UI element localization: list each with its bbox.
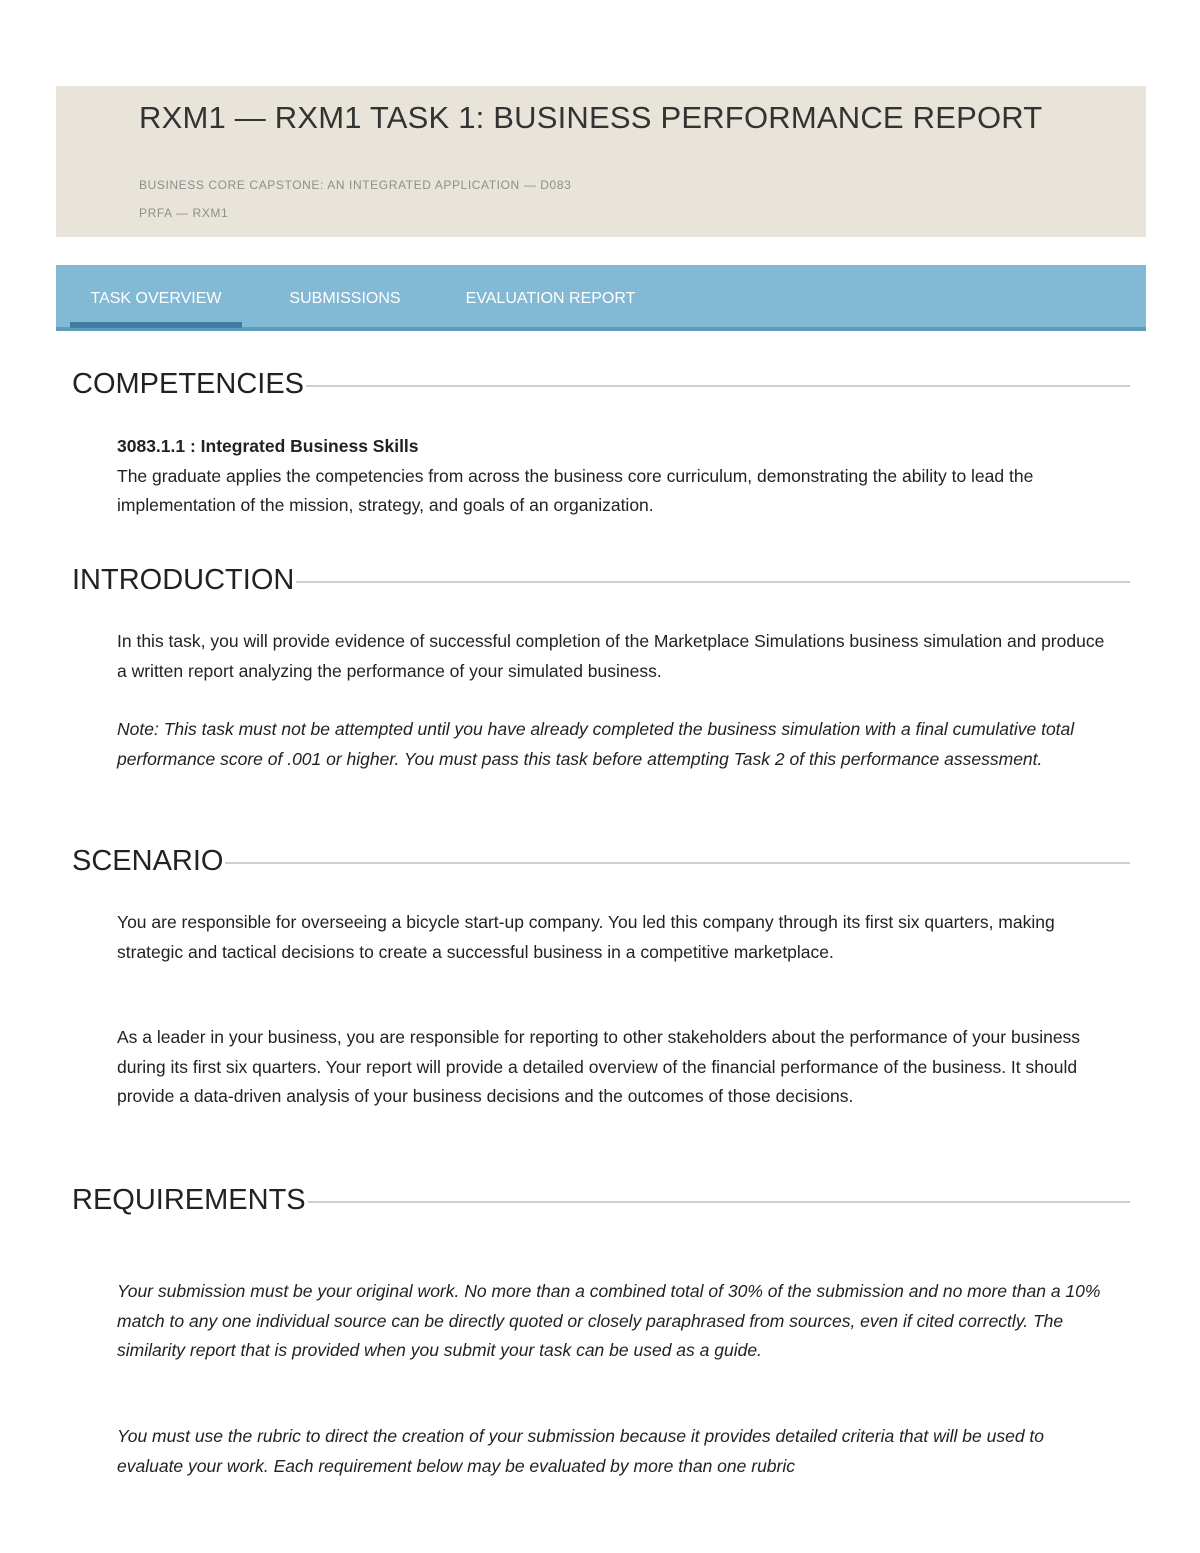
section-divider xyxy=(306,385,1130,387)
section-title: COMPETENCIES xyxy=(72,367,305,400)
requirements-originality-note: Your submission must be your original work. No more than a combined total of 30% of the submission and no more than a 10% match to any one individual source can be directly quoted or closely paraphrased from sources, even if cited correctly. The similarity report that is provided when you submit your task can be used as a guide. xyxy=(117,1281,1101,1360)
task-tab-bar xyxy=(56,265,1146,331)
tab-task-overview[interactable]: TASK OVERVIEW xyxy=(90,290,222,307)
competencies-heading xyxy=(72,366,1130,402)
scenario-heading xyxy=(72,843,1130,879)
tab-submissions[interactable]: SUBMISSIONS xyxy=(289,290,401,307)
task-header-banner xyxy=(56,86,1146,237)
section-title: INTRODUCTION xyxy=(72,563,295,596)
scenario-paragraph: You are responsible for overseeing a bicycle start-up company. You led this company through its first six quarters, making strategic and tactical decisions to create a successful business in a competitive marketplace. xyxy=(117,912,1055,962)
requirements-heading xyxy=(72,1182,1130,1218)
requirements-rubric-note: You must use the rubric to direct the creation of your submission because it provides detailed criteria that will be used to evaluate your work. Each requirement below may be evaluated by more than one rubric xyxy=(117,1426,1045,1476)
section-divider xyxy=(296,581,1130,583)
section-divider xyxy=(225,862,1130,864)
competency-description: The graduate applies the competencies from across the business core curriculum, demonstrating the ability to lead the implementation of the mission, strategy, and goals of an organization. xyxy=(117,465,1034,515)
introduction-note: Note: This task must not be attempted until you have already completed the business simulation with a final cumulative total performance score of .001 or higher. You must pass this task before attempting Task 2 of this performance assessment. xyxy=(117,719,1075,769)
competency-code: 3083.1.1 : Integrated Business Skills xyxy=(117,436,419,456)
introduction-paragraph: In this task, you will provide evidence of successful completion of the Marketplace Simulations business simulation and produce a written report analyzing the performance of your simulated business. xyxy=(117,631,1105,681)
page-title: RXM1 — RXM1 TASK 1: BUSINESS PERFORMANCE REPORT xyxy=(139,100,1043,135)
assessment-code: PRFA — RXM1 xyxy=(139,206,229,220)
section-divider xyxy=(308,1201,1130,1203)
section-title: REQUIREMENTS xyxy=(72,1183,306,1216)
active-tab-indicator xyxy=(70,322,242,328)
section-title: SCENARIO xyxy=(72,844,224,877)
tab-evaluation-report[interactable]: EVALUATION REPORT xyxy=(465,290,636,307)
course-name: BUSINESS CORE CAPSTONE: AN INTEGRATED APPLICATION — D083 xyxy=(139,178,572,192)
competency-item xyxy=(117,432,1107,521)
introduction-heading xyxy=(72,562,1130,598)
scenario-paragraph: As a leader in your business, you are responsible for reporting to other stakeholders about the performance of your business during its first six quarters. Your report will provide a detailed overview of the financial performance of the business. It should provide a data-driven analysis of your business decisions and the outcomes of those decisions. xyxy=(117,1027,1081,1106)
